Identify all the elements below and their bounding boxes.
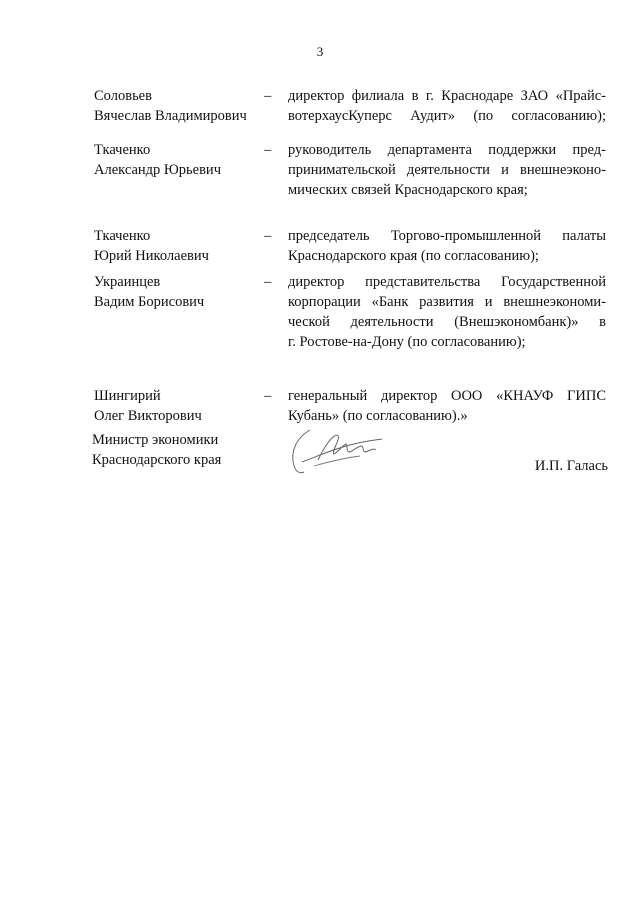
member-position-line: ческой деятельности (Внешэкономбанк)» в — [288, 314, 606, 330]
member-position-line: руководитель департамента поддержки пред- — [288, 142, 606, 158]
member-dash: – — [264, 88, 272, 104]
member-given-names: Вячеслав Владимирович — [94, 108, 247, 124]
member-name — [94, 386, 264, 426]
member-position-line: корпорации «Банк развития и внешнеэкономи- — [288, 294, 606, 310]
member-entry — [94, 272, 606, 352]
member-position-line: директор представительства Государственной — [288, 274, 606, 290]
member-position-line: Кубань» (по согласованию).» — [288, 408, 468, 424]
member-entry — [94, 386, 606, 426]
member-dash: – — [264, 274, 272, 290]
member-position — [288, 140, 606, 200]
member-given-names: Вадим Борисович — [94, 294, 205, 310]
member-name — [94, 86, 264, 126]
signature-block — [92, 430, 608, 500]
members-list — [94, 86, 606, 426]
member-name — [94, 226, 264, 266]
signer-title — [92, 430, 221, 470]
signer-name: И.П. Галась — [534, 458, 608, 474]
member-given-names: Олег Викторович — [94, 408, 202, 424]
member-given-names: Юрий Николаевич — [94, 248, 209, 264]
member-position-line: генеральный директор ООО «КНАУФ ГИПС — [288, 388, 606, 404]
member-position — [288, 86, 606, 126]
handwritten-signature — [288, 422, 388, 478]
member-position — [288, 226, 606, 266]
member-position-line: вотерхаусКуперс Аудит» (по согласованию); — [288, 108, 606, 124]
member-entry — [94, 226, 606, 266]
member-dash: – — [264, 388, 272, 404]
member-dash: – — [264, 228, 272, 244]
member-position-line: директор филиала в г. Краснодаре ЗАО «Прайс- — [288, 88, 606, 104]
member-entry — [94, 140, 606, 200]
member-surname: Украинцев — [94, 274, 161, 290]
member-surname: Соловьев — [94, 88, 152, 104]
member-given-names: Александр Юрьевич — [94, 162, 221, 178]
page-number: 3 — [316, 44, 324, 59]
member-name — [94, 272, 264, 312]
member-entry — [94, 86, 606, 126]
member-position — [288, 272, 606, 352]
member-position-line: Краснодарского края (по согласованию); — [288, 248, 539, 264]
member-surname: Шингирий — [94, 388, 161, 404]
member-position-line: председатель Торгово-промышленной палаты — [288, 228, 606, 244]
member-name — [94, 140, 264, 180]
member-surname: Ткаченко — [94, 142, 151, 158]
member-position-line: г. Ростове-на-Дону (по согласованию); — [288, 334, 526, 350]
member-surname: Ткаченко — [94, 228, 151, 244]
member-dash: – — [264, 142, 272, 158]
signer-title-line: Министр экономики — [92, 432, 219, 448]
member-position-line: мических связей Краснодарского края; — [288, 182, 528, 198]
member-position — [288, 386, 606, 426]
member-position-line: принимательской деятельности и внешнеэконо- — [288, 162, 606, 178]
signer-title-line: Краснодарского края — [92, 452, 222, 468]
